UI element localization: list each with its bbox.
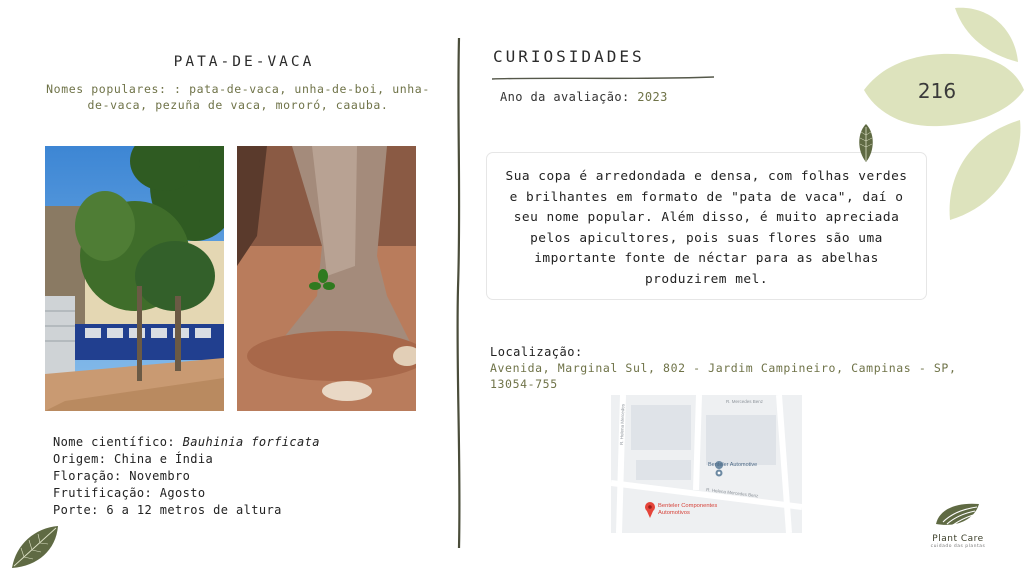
year-label: Ano da avaliação:	[500, 90, 638, 104]
scientific-name-label: Nome científico:	[53, 435, 183, 449]
location-address: Avenida, Marginal Sul, 802 - Jardim Campineiro, Campinas - SP, 13054-755	[490, 361, 957, 391]
map-street-3: R. Mercedes Benz	[726, 399, 764, 404]
scientific-name	[53, 434, 320, 451]
map-street-1: R. Helena Mercedes Benz	[705, 487, 759, 499]
brand-logo	[918, 500, 998, 552]
page-number: 216	[917, 79, 957, 103]
evaluation-year	[500, 90, 668, 104]
plant-facts	[53, 434, 320, 519]
trunk-photo	[237, 146, 416, 411]
brand-leaf-icon	[933, 500, 983, 530]
curiosities-box: Sua copa é arredondada e densa, com folhas verdes e brilhantes em formato de "pata de vaca", daí o seu nome popular. Além disso, é muito apreciada pelos apicultores, pois suas flores são uma importante fonte de néctar para as abelhas produzirem mel.	[486, 152, 927, 300]
scientific-name-value: Bauhinia forficata	[182, 435, 320, 449]
map-place-1: Benteler Automotive	[708, 462, 758, 468]
brand-tagline: cuidado das plantas	[930, 544, 986, 549]
year-value: 2023	[637, 90, 668, 104]
size: Porte: 6 a 12 metros de altura	[53, 503, 282, 517]
leaf-icon	[855, 123, 877, 163]
map-street-2: R. Helena Mercedes	[619, 403, 626, 446]
map-place-2-line1: Benteler Componentes	[658, 503, 718, 509]
brand-name: Plant Care	[932, 534, 984, 544]
corner-leaf-icon	[10, 524, 60, 570]
location-map[interactable]	[611, 395, 802, 533]
origin: Origem: China e Índia	[53, 452, 214, 466]
curiosities-title: CURIOSIDADES	[493, 47, 645, 66]
title-underline	[492, 67, 714, 75]
location-label: Localização:	[490, 345, 583, 359]
column-divider	[454, 38, 464, 548]
popular-names: Nomes populares: : pata-de-vaca, unha-de-boi, unha-de-vaca, pezuña de vaca, mororó, caauba.	[46, 82, 430, 112]
plant-title: PATA-DE-VACA	[173, 54, 315, 70]
tree-photo	[45, 146, 224, 411]
flowering: Floração: Novembro	[53, 469, 191, 483]
fruiting: Frutificação: Agosto	[53, 486, 206, 500]
map-place-2-line2: Automotivos	[658, 510, 690, 516]
